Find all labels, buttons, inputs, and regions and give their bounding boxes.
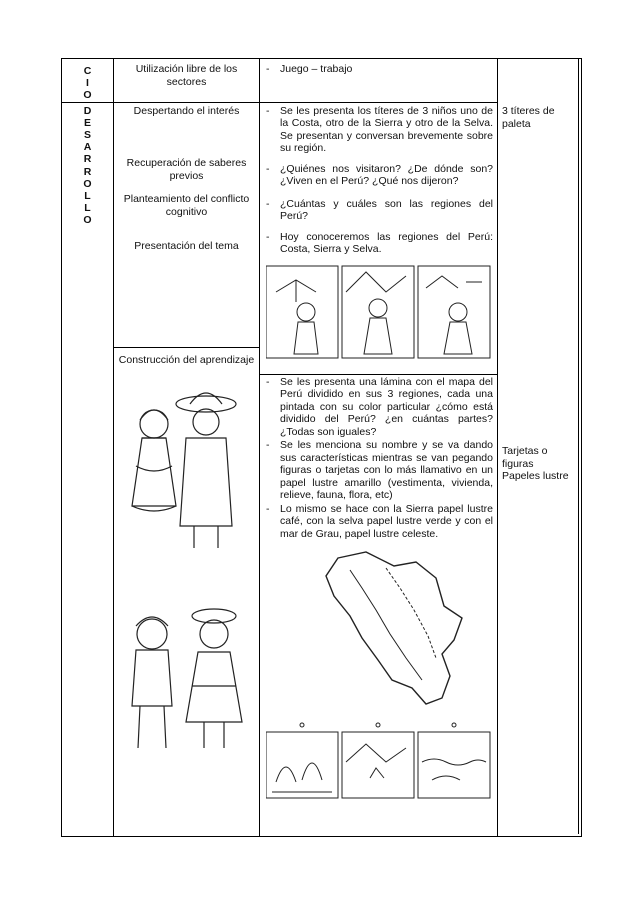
card-selva [266, 732, 338, 798]
regions-illustration [266, 262, 494, 362]
girl-dress [132, 438, 176, 506]
stage-cell-inicio [62, 59, 114, 103]
hat [176, 396, 236, 412]
procedure-construccion-3: - Lo mismo se hace con la Sierra papel lustre café, con la selva papel lustre verde y con el mar de Grau, papel lustre celeste. [260, 503, 497, 541]
resource-tarjetas: Tarjetas o figuras [502, 445, 548, 470]
resources-cell [498, 59, 582, 837]
procedure-saberes: - ¿Quiénes nos visitaron? ¿De dónde son? ¿Viven en el Perú? ¿Qué nos dijeron? [260, 163, 497, 188]
procedure-tema: - Hoy conoceremos las regiones del Perú: Costa, Sierra y Selva. [260, 231, 497, 256]
children-illustration [114, 376, 260, 756]
stage-cell-desarrollo [62, 102, 114, 836]
procedure-sectores: - Juego – trabajo [260, 63, 497, 76]
stage-label-desarrollo: D E S A R R O L L O [83, 104, 92, 227]
procedure-construccion-1: - Se les presenta una lámina con el mapa del Perú dividido en sus 3 regiones, cada una pintada con su color particular ¿cómo está dividido del Perú? ¿en cuántas partes? ¿Todas son iguales? [260, 376, 497, 439]
boy-head [193, 409, 219, 435]
stage-label-inicio: C I O [83, 65, 92, 102]
card-sierra [342, 732, 414, 798]
activity-saberes: Recuperación de saberes previos [126, 157, 247, 182]
boy-poncho [180, 438, 232, 526]
procedure-conflicto: - ¿Cuántas y cuáles son las regiones del Perú? [260, 198, 497, 223]
region-cards-illustration [266, 722, 494, 802]
activity-tema: Presentación del tema [134, 240, 239, 253]
resource-titeres: 3 títeres de paleta [502, 105, 555, 130]
peru-map-illustration [266, 548, 494, 718]
activity-column-desarrollo [114, 102, 260, 836]
procedure-construccion-2: - Se les menciona su nombre y se va dando sus características mientras se van pegando figuras o tarjetas con lo más llamativo en un papel lustre amarillo (vestimenta, vivienda, relieve, fauna, flora, etc) [260, 439, 497, 502]
resource-papeles: Papeles lustre [502, 470, 569, 482]
activity-cell-sectores [114, 59, 260, 103]
activity-sectores: Utilización libre de los sectores [135, 63, 238, 88]
activity-conflicto: Planteamiento del conflicto cognitivo [123, 193, 250, 218]
peru-map-outline [326, 552, 462, 704]
procedure-interes: - Se les presenta los títeres de 3 niños uno de la Costa, otro de la Sierra y otro de la Selva. Se presentan y conversan brevemente sobre su región. [260, 105, 497, 155]
lesson-plan-table [61, 58, 582, 837]
row-sectores [62, 59, 582, 103]
procedure-column-desarrollo [260, 102, 498, 836]
girl2-head [200, 620, 228, 648]
activity-interes: Despertando el interés [133, 104, 240, 117]
boy2-head [137, 619, 167, 649]
activity-construccion: Construcción del aprendizaje [118, 353, 255, 366]
procedure-cell-sectores [260, 59, 498, 103]
right-margin-line [578, 58, 579, 834]
